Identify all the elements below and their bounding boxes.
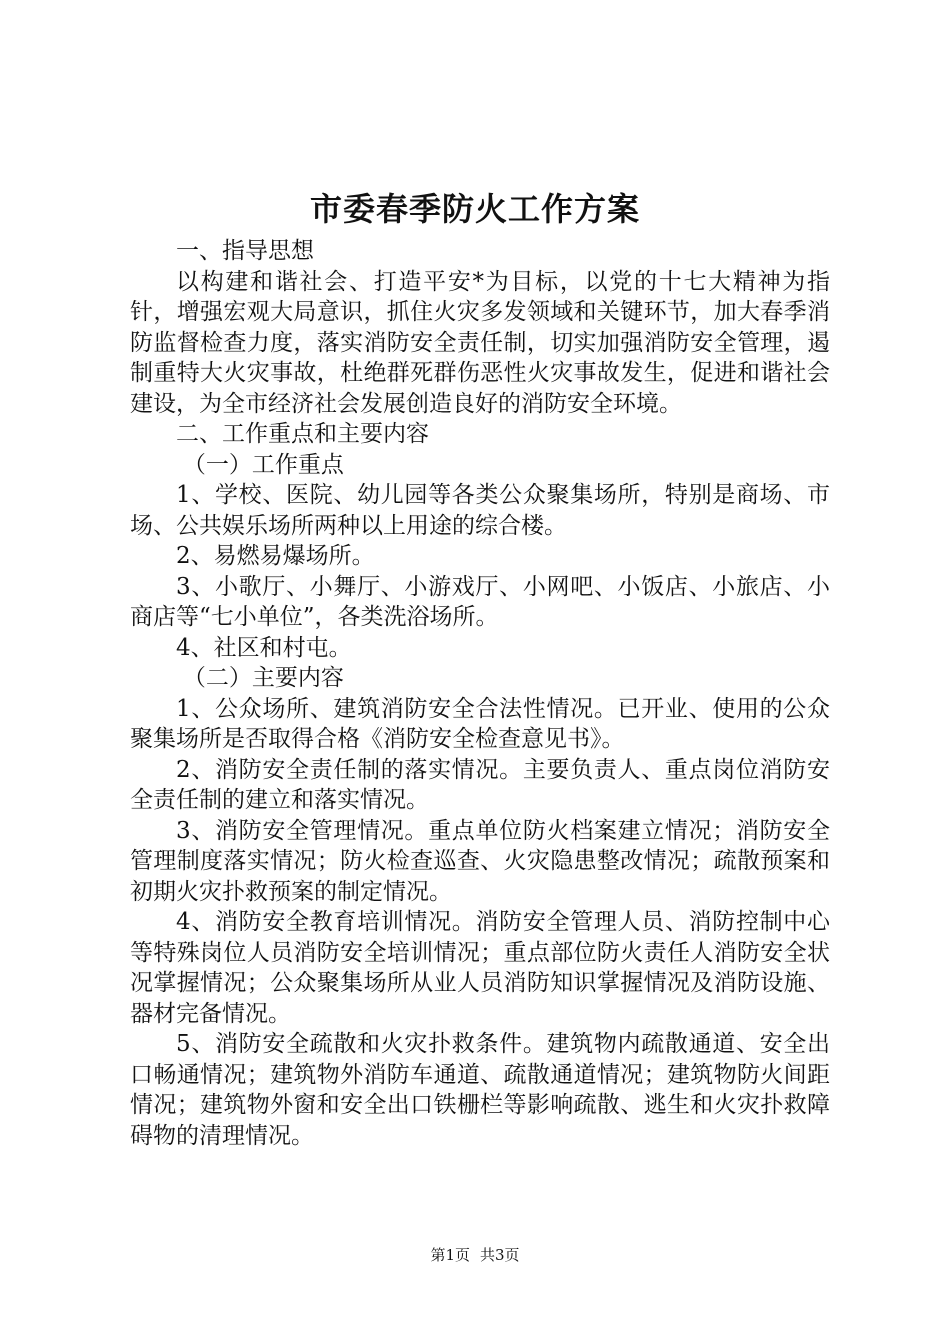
list-item: 5、消防安全疏散和火灾扑救条件。建筑物内疏散通道、安全出口畅通情况；建筑物外消防车通道、疏散通道情况；建筑物防火间距情况；建筑物外窗和安全出口铁栅栏等影响疏散、逃生和火灾扑救障碍物的清理情况。	[130, 1031, 830, 1149]
list-item: 4、社区和村屯。	[176, 634, 352, 661]
page-footer	[0, 1245, 950, 1265]
page-total: 共3页	[480, 1246, 520, 1264]
subsection-heading: （一）工作重点	[182, 451, 344, 478]
list-item: 4、消防安全教育培训情况。消防安全管理人员、消防控制中心等特殊岗位人员消防安全培训情况；重点部位防火责任人消防安全状况掌握情况；公众聚集场所从业人员消防知识掌握情况及消防设施、器材完备情况。	[130, 909, 830, 1027]
list-item: 3、小歌厅、小舞厅、小游戏厅、小网吧、小饭店、小旅店、小商店等“七小单位”，各类洗浴场所。	[130, 573, 830, 630]
list-item: 2、易燃易爆场所。	[176, 543, 375, 569]
subsection-heading: （二）主要内容	[182, 665, 344, 691]
list-item: 2、消防安全责任制的落实情况。主要负责人、重点岗位消防安全责任制的建立和落实情况。	[130, 756, 830, 813]
section-heading: 一、指导思想	[176, 238, 314, 264]
document-title: 市委春季防火工作方案	[309, 190, 640, 228]
list-item: 1、公众场所、建筑消防安全合法性情况。已开业、使用的公众聚集场所是否取得合格《消防安全检查意见书》。	[130, 695, 830, 752]
page-number: 第1页	[430, 1246, 470, 1264]
paragraph: 以构建和谐社会、打造平安*为目标，以党的十七大精神为指针，增强宏观大局意识，抓住火灾多发领域和关键环节，加大春季消防监督检查力度，落实消防安全责任制，切实加强消防安全管理，遏制重特大火灾事故，杜绝群死群伤恶性火灾事故发生，促进和谐社会建设，为全市经济社会发展创造良好的消防安全环境。	[130, 268, 830, 417]
list-item: 3、消防安全管理情况。重点单位防火档案建立情况；消防安全管理制度落实情况；防火检查巡查、火灾隐患整改情况；疏散预案和初期火灾扑救预案的制定情况。	[130, 817, 830, 905]
list-item: 1、学校、医院、幼儿园等各类公众聚集场所，特别是商场、市场、公共娱乐场所两种以上用途的综合楼。	[130, 482, 830, 539]
document-body	[130, 236, 830, 1151]
section-heading: 二、工作重点和主要内容	[176, 421, 429, 447]
